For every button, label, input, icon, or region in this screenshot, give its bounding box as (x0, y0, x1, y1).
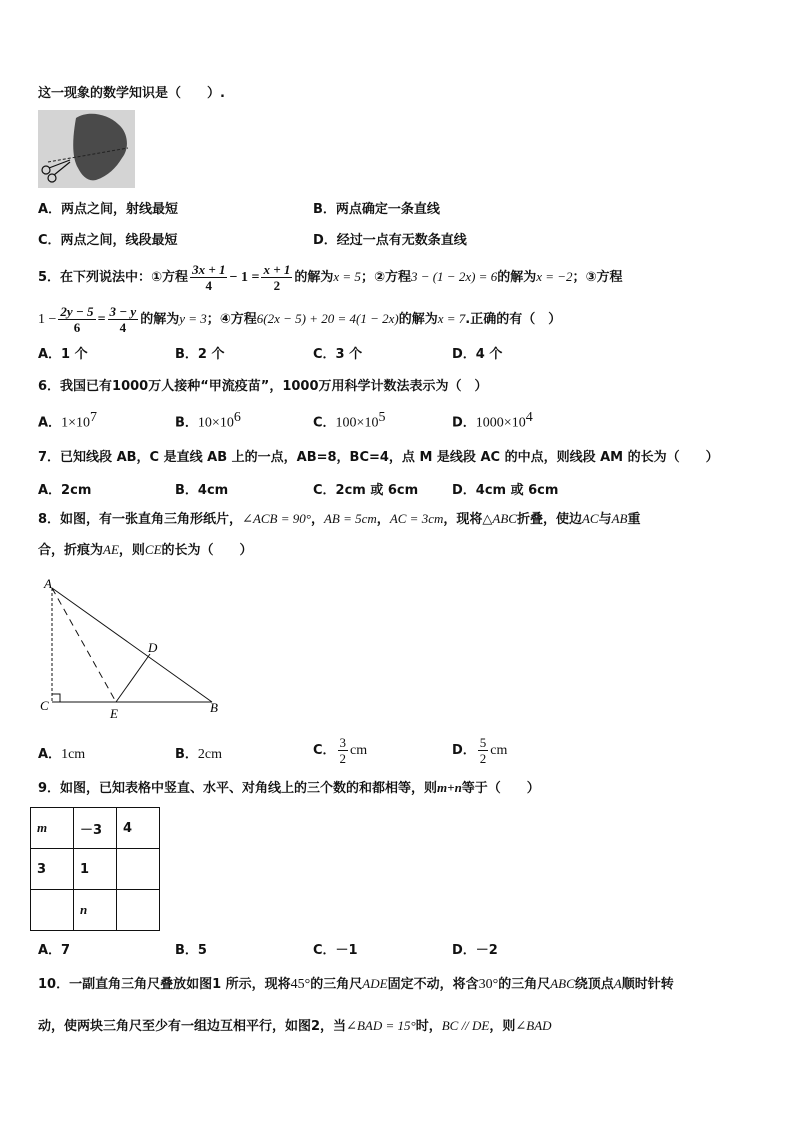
q9-option-b: B．5 (175, 943, 207, 958)
q9-option-c: C．－1 (313, 943, 358, 958)
q5-fraction-3: $\frac{2y - 5}{6}$ (60, 304, 94, 335)
grid-cell: n (74, 890, 117, 931)
q6-option-d: D．$1000\times 10^4$ (452, 410, 533, 431)
label-a: A (44, 576, 52, 591)
grid-cell: m (31, 808, 74, 849)
q6-option-c: C．$100\times 10^5$ (313, 410, 386, 431)
q7-option-d: D．4cm 或 6cm (452, 483, 559, 498)
q7-option-b: B．4cm (175, 483, 229, 498)
q5-line2: 1 − $\frac{2y - 5}{6}$ = $\frac{3 - y}{4}$ 的解为y = 3；④方程6(2x − 5) + 20 = 4(1 − 2x)的解为x = 7.正确的有（ ） (38, 304, 562, 335)
q4-option-b: B．两点确定一条直线 (313, 202, 440, 217)
q8-option-b: B．2cm (175, 747, 223, 762)
q8-option-a: A．1cm (38, 747, 86, 762)
q9-option-a: A．7 (38, 943, 71, 958)
grid-cell: －3 (74, 808, 117, 849)
label-d: D (148, 640, 158, 655)
q8-line2: 合，折痕为AE，则CE的长为（ ） (38, 542, 253, 558)
grid-cell (31, 890, 74, 931)
q9-text: 9．如图，已知表格中竖直、水平、对角线上的三个数的和都相等，则m+n等于（ ） (38, 780, 540, 796)
grid-cell: 4 (117, 808, 160, 849)
q9-option-d: D．－2 (452, 943, 498, 958)
q7-option-c: C．2cm 或 6cm (313, 483, 419, 498)
q8-option-d: D． $\frac{5}{2}$ cm (452, 735, 508, 766)
q5-fraction-2: $\frac{x + 1}{2}$ (263, 262, 291, 293)
label-c: C (40, 698, 49, 713)
q5-option-b: B．2 个 (175, 347, 225, 362)
grid-cell: 1 (74, 849, 117, 890)
q8-triangle-figure (32, 576, 232, 724)
q6-option-b: B．$10\times 10^6$ (175, 410, 241, 431)
q10-line1: 10．一副直角三角尺叠放如图1 所示，现将45°的三角尺ADE固定不动，将含30°的三角尺ABC绕顶点A顺时针转 (38, 976, 674, 992)
q5-fraction-4: $\frac{3 - y}{4}$ (109, 304, 137, 335)
q4-option-a: A．两点之间，射线最短 (38, 202, 179, 217)
q4-option-c: C．两点之间，线段最短 (38, 233, 178, 248)
label-e: E (110, 706, 118, 721)
q6-option-a: A．$1\times 10^7$ (38, 410, 97, 431)
q5-line1: 5．在下列说法中：①方程 $\frac{3x + 1}{4}$ − 1 = $\frac{x + 1}{2}$ 的解为x = 5；②方程3 − (1 − 2x) = 6的解为x = −2；③方程 (38, 262, 623, 293)
q7-option-a: A．2cm (38, 483, 92, 498)
q5-option-a: A．1 个 (38, 347, 88, 362)
q5-option-d: D．4 个 (452, 347, 503, 362)
q8-option-c: C． $\frac{3}{2}$ cm (313, 735, 368, 766)
label-b: B (210, 700, 218, 715)
q4-option-d: D．经过一点有无数条直线 (313, 233, 467, 248)
q7-text: 7．已知线段 AB，C 是直线 AB 上的一点，AB=8，BC=4，点 M 是线段 AC 的中点，则线段 AM 的长为（ ） (38, 450, 719, 465)
grid-cell: 3 (31, 849, 74, 890)
grid-cell (117, 849, 160, 890)
q9-magic-square (30, 807, 160, 931)
grid-cell (117, 890, 160, 931)
q6-text: 6．我国已有1000万人接种“甲流疫苗”，1000万用科学计数法表示为（ ） (38, 379, 488, 394)
q10-line2: 动，使两块三角尺至少有一组边互相平行，如图2，当∠BAD = 15°时，BC // DE，则∠BAD (38, 1018, 552, 1034)
q5-option-c: C．3 个 (313, 347, 363, 362)
q8-line1: 8．如图，有一张直角三角形纸片，∠ACB = 90°，AB = 5cm，AC = 3cm，现将△ABC折叠，使边AC与AB重 (38, 511, 641, 527)
q5-fraction-1: $\frac{3x + 1}{4}$ (192, 262, 226, 293)
scissors-cutting-leaf-image (38, 110, 135, 188)
q4-intro: 这一现象的数学知识是（ ）. (38, 86, 225, 101)
